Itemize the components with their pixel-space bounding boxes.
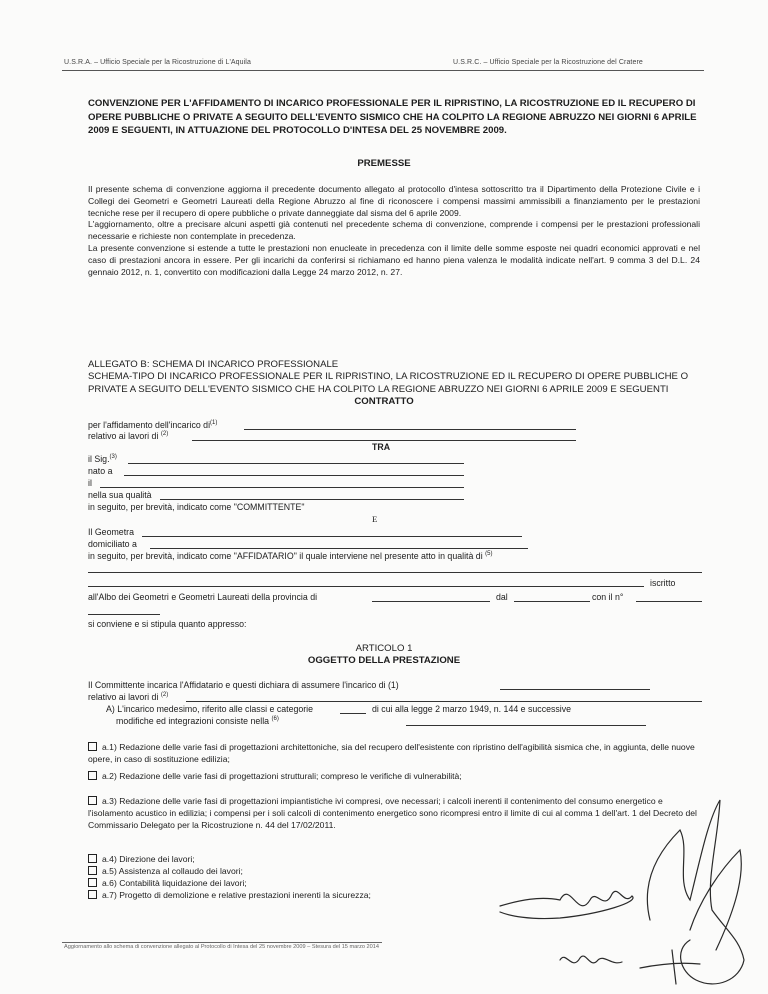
conviene-label: si conviene e si stipula quanto appresso: <box>88 619 247 629</box>
consiste-blank[interactable] <box>406 725 646 726</box>
numero-blank[interactable] <box>636 601 702 602</box>
classi-blank[interactable] <box>340 713 366 714</box>
checkbox-a2[interactable] <box>88 771 97 780</box>
premesse-body <box>88 184 700 278</box>
checkbox-a1[interactable] <box>88 742 97 751</box>
e-label: E <box>372 514 378 524</box>
articolo1-heading: ARTICOLO 1 <box>355 643 413 654</box>
item-a6: a.6) Contabilità liquidazione dei lavori; <box>88 878 708 890</box>
document-title: CONVENZIONE PER L'AFFIDAMENTO DI INCARICO PROFESSIONALE PER IL RIPRISTINO, LA RICOSTRUZIONE ED IL RECUPERO DI OPERE PUBBLICHE O PRIVATE A SEGUITO DELL'EVENTO SISMICO CHE HA COLPITO LA REGIONE ABRUZZO NEI GIORNI 6 APRILE 2009 E SEGUENTI, IN ATTUAZIONE DEL PROTOCOLLO D'INTESA DEL 25 NOVEMBRE 2009. <box>88 98 697 136</box>
checkbox-a7[interactable] <box>88 890 97 899</box>
nato-blank[interactable] <box>124 475 464 476</box>
header-rule <box>62 70 704 71</box>
qualita-blank[interactable] <box>160 499 464 500</box>
qualita-affidatario-blank-2[interactable] <box>88 586 644 587</box>
item-a3: a.3) Redazione delle varie fasi di progettazioni impiantistiche ivi compresi, ove necessari; i calcoli inerenti il contenimento del consumo energetico e l'isolamento acustico in edilizia; i compensi per i soli calcoli di contenimento energetico sono ricompresi entro il limite di cui al comma 1 dell'art. 1 del Decreto del Commissario Delegato per la Ricostruzione n. 44 del 17/02/2011. <box>88 796 697 830</box>
footer-rule <box>62 942 382 943</box>
sig-blank[interactable] <box>128 463 464 464</box>
affidatario-label: in seguito, per brevità, indicato come "AFFIDATARIO" il quale interviene nel presente atto in qualità di $^{(5)}$ <box>88 551 493 561</box>
nato-label: nato a <box>88 466 113 476</box>
articolo1-line4: modifiche ed integrazioni consiste nella $^{(6)}$ <box>116 716 279 726</box>
premesse-paragraph-3: La presente convenzione si estende a tutte le prestazioni non enucleate in precedenza con il limite delle somme esposte nei quadri economici approvati e nel caso di prestazioni ancora in essere. Per gli incarichi da conferirsi si richiamano ed hanno piena valenza le modalità indicate nell'art. 9 comma 3 del D.L. 24 gennaio 2012, n. 1, convertito con modificazioni dalla Legge 24 marzo 2012, n. 27. <box>88 242 700 277</box>
contratto-heading: CONTRATTO <box>354 396 414 407</box>
geometra-blank[interactable] <box>142 536 522 537</box>
premesse-paragraph-1: Il presente schema di convenzione aggiorna il precedente documento allegato al protocollo d'intesa sottoscritto tra il Dipartimento della Protezione Civile e i Collegi dei Geometri e Geometri Laureati della Regione Abruzzo al fine di riconoscere i compensi massimi ammissibili a finanziamento per le prestazioni tecniche rese per il recupero di opere pubbliche o private danneggiate dal sisma del 6 aprile 2009. <box>88 184 700 218</box>
signature-2 <box>560 956 622 963</box>
numero-blank-2[interactable] <box>88 614 160 615</box>
il-label: il <box>88 478 92 488</box>
affidamento-label: per l'affidamento dell'incarico $di^{(1)}$ <box>88 420 218 430</box>
articolo1-line1: Il Committente incarica l'Affidatario e questi dichiara di assumere l'incarico di (1) <box>88 680 399 690</box>
header-left: U.S.R.A. – Ufficio Speciale per la Ricostruzione di L'Aquila <box>64 59 251 66</box>
allegato-subtitle: SCHEMA-TIPO DI INCARICO PROFESSIONALE PER IL RIPRISTINO, LA RICOSTRUZIONE ED IL RECUPERO DI OPERE PUBBLICHE O PRIVATE A SEGUITO DELL'EVENTO SISMICO CHE HA COLPITO LA REGIONE ABRUZZO NEI GIORNI 6 APRILE 2009 E SEGUENTI <box>88 371 689 395</box>
con-n-label: con il n° <box>592 592 624 602</box>
domiciliato-label: domiciliato a <box>88 539 137 549</box>
checkbox-a5[interactable] <box>88 866 97 875</box>
item-a7: a.7) Progetto di demolizione e relative prestazioni inerenti la sicurezza; <box>88 890 708 902</box>
checkbox-a4[interactable] <box>88 854 97 863</box>
il-blank[interactable] <box>100 487 464 488</box>
item-a1: a.1) Redazione delle varie fasi di progettazioni architettoniche, sia del recupero dell'esistente con ripristino dell'agibilità sismica che, in aggiunta, delle nuove opere, in caso di sostituzione edilizia; <box>88 742 695 764</box>
item-a5: a.5) Assistenza al collaudo dei lavori; <box>88 866 708 878</box>
geometra-label: Il Geometra <box>88 527 134 537</box>
albo-label: all'Albo dei Geometri e Geometri Laureati della provincia di <box>88 592 318 602</box>
articolo1-lavori-blank[interactable] <box>186 701 702 702</box>
dal-blank[interactable] <box>514 601 590 602</box>
item-a2: a.2) Redazione delle varie fasi di progettazioni strutturali; compreso le verifiche di vulnerabilità; <box>88 771 708 783</box>
articolo1-line2: relativo ai lavori di $^{(2)}$ <box>88 692 169 702</box>
dal-label: dal <box>496 592 508 602</box>
tra-label: TRA <box>372 442 391 452</box>
footer-text: Aggiornamento allo schema di convenzione allegato al Protocollo di Intesa del 25 novembre 2009 – Stesura del 15 marzo 2014 <box>64 944 380 950</box>
signature-3 <box>640 950 700 984</box>
item-a4: a.4) Direzione dei lavori; <box>88 854 708 866</box>
provincia-blank[interactable] <box>372 601 490 602</box>
articolo1-line3a: A) L'incarico medesimo, riferito alle classi e categorie <box>106 704 314 714</box>
qualita-affidatario-blank-1[interactable] <box>88 572 702 573</box>
articolo1-incarico-blank[interactable] <box>500 689 650 690</box>
allegato-section <box>88 359 708 396</box>
header-right: U.S.R.C. – Ufficio Speciale per la Ricostruzione del Cratere <box>453 59 643 66</box>
relativo-blank[interactable] <box>192 440 576 441</box>
checkbox-a6[interactable] <box>88 878 97 887</box>
affidamento-blank[interactable] <box>244 429 576 430</box>
domiciliato-blank[interactable] <box>150 548 528 549</box>
allegato-title: ALLEGATO B: SCHEMA DI INCARICO PROFESSIONALE <box>88 359 339 370</box>
checkbox-a3[interactable] <box>88 796 97 805</box>
committente-label: in seguito, per brevità, indicato come "COMMITTENTE" <box>88 502 305 512</box>
premesse-heading: PREMESSE <box>357 158 411 169</box>
relativo-label: relativo ai lavori di $^{(2)}$ <box>88 431 169 441</box>
qualita-label: nella sua qualità <box>88 490 152 500</box>
articolo1-line3b: di cui alla legge 2 marzo 1949, n. 144 e successive <box>372 704 572 714</box>
premesse-paragraph-2: L'aggiornamento, oltre a precisare alcuni aspetti già contenuti nel precedente schema di convenzione, comprende i compensi per le prestazioni professionali necessarie e richieste non contemplate in precedenza. <box>88 219 700 242</box>
iscritto-label: iscritto <box>650 578 676 588</box>
articolo1-subheading: OGGETTO DELLA PRESTAZIONE <box>307 655 461 666</box>
sig-label: il Sig.$^{(3)}$ <box>88 454 117 464</box>
